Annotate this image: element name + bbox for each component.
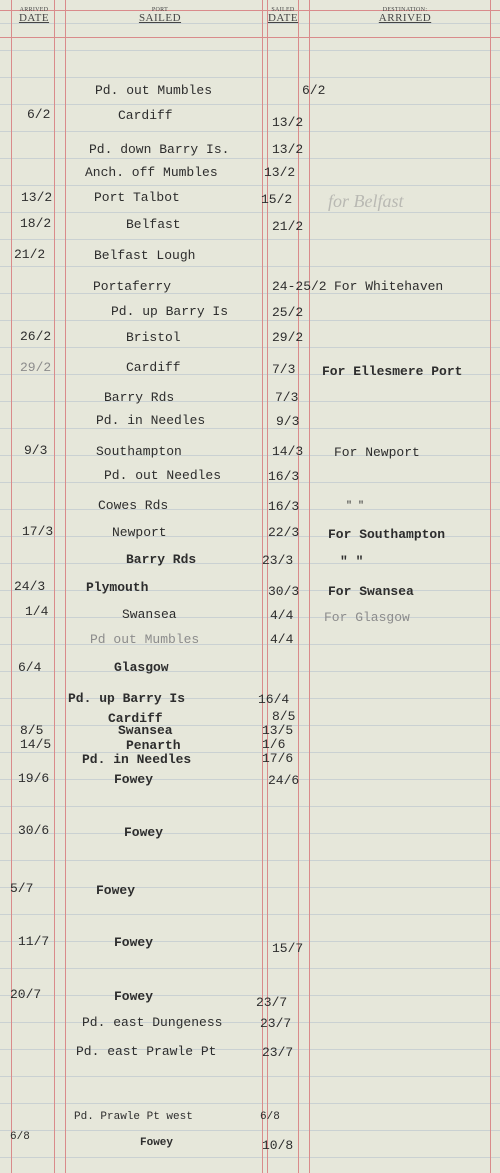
port-cell: Pd. up Barry Is	[111, 304, 229, 319]
margin-line-right	[490, 0, 491, 1173]
port-cell: Pd. down Barry Is.	[89, 142, 230, 157]
arrived-cell: 24/3	[14, 579, 46, 594]
port-cell: Pd. in Needles	[82, 752, 192, 767]
port-cell: Cardiff	[108, 711, 163, 726]
port-cell: Swansea	[118, 723, 173, 738]
port-cell: Belfast	[126, 217, 181, 232]
destination-cell: For Newport	[334, 445, 420, 460]
port-cell: Pd out Mumbles	[90, 632, 200, 647]
arrived-cell: 13/2	[21, 190, 53, 205]
arrived-cell: 14/5	[20, 737, 52, 752]
port-cell: Anch. off Mumbles	[85, 165, 218, 180]
port-cell: Pd. in Needles	[96, 413, 206, 428]
sailed-cell: 4/4	[270, 632, 294, 647]
sailed-cell: 16/3	[268, 499, 300, 514]
sailed-cell: 23/7	[256, 995, 288, 1010]
arrived-cell: 6/8	[10, 1131, 30, 1143]
port-cell: Pd. up Barry Is	[68, 691, 186, 706]
sailed-cell: 13/5	[262, 723, 294, 738]
port-cell: Glasgow	[114, 660, 169, 675]
destination-cell: " "	[340, 554, 364, 569]
sailed-cell: 1/6	[262, 737, 286, 752]
arrived-cell: 20/7	[10, 987, 42, 1002]
port-cell: Pd. east Prawle Pt	[76, 1044, 217, 1059]
destination-cell: For Whitehaven	[334, 279, 444, 294]
header-arrived-small: ARRIVED	[19, 7, 49, 13]
sailed-cell: 22/3	[268, 525, 300, 540]
sailed-cell: 13/2	[272, 142, 304, 157]
header-arrived-date	[14, 7, 54, 25]
port-cell: Plymouth	[86, 580, 149, 595]
destination-cell: For Swansea	[328, 584, 414, 599]
sailed-cell: 7/3	[275, 390, 299, 405]
sailed-cell: 13/2	[272, 115, 304, 130]
handwritten-note: for Belfast	[328, 191, 404, 211]
arrived-cell: 5/7	[10, 881, 34, 896]
arrived-cell: 8/5	[20, 723, 44, 738]
port-cell: Pd. out Mumbles	[95, 83, 213, 98]
port-cell: Fowey	[124, 825, 164, 840]
sailed-cell: 15/2	[261, 192, 293, 207]
header-rule	[0, 37, 500, 38]
destination-cell: " "	[346, 501, 365, 512]
port-cell: Fowey	[114, 935, 154, 950]
sailed-cell: 24-25/2	[272, 279, 327, 294]
header-destination	[355, 7, 455, 25]
header-port-big: SAILED	[138, 12, 182, 25]
sailed-cell: 13/2	[264, 165, 296, 180]
header-port-sailed	[110, 7, 210, 25]
arrived-cell: 30/6	[18, 823, 50, 838]
port-cell: Swansea	[122, 607, 177, 622]
sailed-cell: 23/7	[260, 1016, 292, 1031]
arrived-cell: 19/6	[18, 771, 50, 786]
port-cell: Barry Rds	[126, 552, 197, 567]
port-cell: Fowey	[140, 1137, 174, 1149]
port-cell: Pd. Prawle Pt west	[74, 1111, 193, 1123]
header-sailed-small: SAILED	[271, 7, 295, 13]
sailed-cell: 10/8	[262, 1138, 294, 1153]
column-divider-1	[54, 0, 55, 1173]
destination-cell: For Ellesmere Port	[322, 364, 463, 379]
arrived-cell: 17/3	[22, 524, 54, 539]
header-port-small: PORT	[151, 7, 169, 13]
sailed-cell: 30/3	[268, 584, 300, 599]
header-destination-small: DESTINATION:	[382, 7, 428, 13]
port-cell: Pd. out Needles	[104, 468, 222, 483]
sailed-cell: 7/3	[272, 362, 296, 377]
sailed-cell: 15/7	[272, 941, 304, 956]
sailed-cell: 6/2	[302, 83, 326, 98]
port-cell: Cardiff	[126, 360, 181, 375]
arrived-cell: 6/2	[27, 107, 51, 122]
port-cell: Fowey	[114, 989, 154, 1004]
port-cell: Port Talbot	[94, 190, 180, 205]
sailed-cell: 8/5	[272, 709, 296, 724]
sailed-cell: 9/3	[276, 414, 300, 429]
arrived-cell: 1/4	[25, 604, 49, 619]
destination-cell: For Glasgow	[324, 610, 410, 625]
sailed-cell: 6/8	[260, 1111, 280, 1123]
sailed-cell: 14/3	[272, 444, 304, 459]
sailed-cell: 4/4	[270, 608, 294, 623]
sailed-cell: 17/6	[262, 751, 294, 766]
arrived-cell: 11/7	[18, 934, 50, 949]
header-sailed-date	[266, 7, 300, 25]
port-cell: Belfast Lough	[94, 248, 196, 263]
port-cell: Portaferry	[93, 279, 172, 294]
sailed-cell: 21/2	[272, 219, 304, 234]
sailed-cell: 25/2	[272, 305, 304, 320]
header-sailed-big: DATE	[267, 12, 299, 25]
port-cell: Barry Rds	[104, 390, 175, 405]
port-cell: Cardiff	[118, 108, 173, 123]
sailed-cell: 16/4	[258, 692, 290, 707]
sailed-cell: 24/6	[268, 773, 300, 788]
port-cell: Cowes Rds	[98, 498, 169, 513]
port-cell: Fowey	[96, 883, 136, 898]
arrived-cell: 29/2	[20, 360, 52, 375]
header-destination-big: ARRIVED	[378, 12, 432, 25]
column-divider-1b	[65, 0, 66, 1173]
port-cell: Penarth	[126, 738, 181, 753]
destination-cell: For Southampton	[328, 527, 446, 542]
sailed-cell: 29/2	[272, 330, 304, 345]
port-cell: Fowey	[114, 772, 154, 787]
arrived-cell: 6/4	[18, 660, 42, 675]
sailed-cell: 23/7	[262, 1045, 294, 1060]
arrived-cell: 26/2	[20, 329, 52, 344]
port-cell: Pd. east Dungeness	[82, 1015, 223, 1030]
sailed-cell: 16/3	[268, 469, 300, 484]
port-cell: Bristol	[126, 330, 181, 345]
header-arrived-big: DATE	[18, 12, 50, 25]
arrived-cell: 18/2	[20, 216, 52, 231]
arrived-cell: 21/2	[14, 247, 46, 262]
arrived-cell: 9/3	[24, 443, 48, 458]
column-divider-3b	[309, 0, 310, 1173]
port-cell: Southampton	[96, 444, 182, 459]
sailed-cell: 23/3	[262, 553, 294, 568]
port-cell: Newport	[112, 525, 167, 540]
